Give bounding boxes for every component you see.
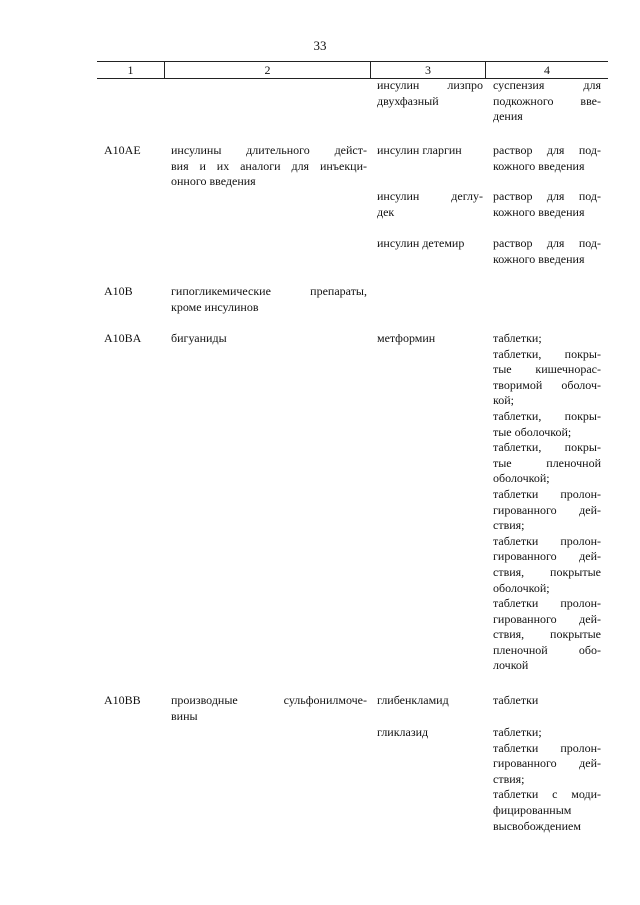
dosage-form-line: ствия; <box>493 518 525 533</box>
anatomical-group-line: вины <box>171 708 198 723</box>
dosage-form-line: ствия, покрытые <box>493 627 601 642</box>
dosage-form-line: раствор для под- <box>493 236 601 250</box>
atc-code: A10B <box>104 284 133 298</box>
anatomical-group-line: кроме инсулинов <box>171 299 259 314</box>
dosage-form-line: таблетки; <box>493 331 542 345</box>
header-col4: 4 <box>544 63 550 77</box>
dosage-form-line: суспензия для <box>493 78 601 92</box>
dosage-form-line: кой; <box>493 393 514 408</box>
dosage-form <box>493 78 601 125</box>
dosage-form-line: лочкой <box>493 658 529 673</box>
dosage-form-line: таблетки пролон- <box>493 486 601 501</box>
anatomical-group-line: вия и их аналоги для инъекци- <box>171 158 367 173</box>
dosage-form-line: таблетки с моди- <box>493 787 601 802</box>
table-header <box>97 61 608 79</box>
header-col1: 1 <box>127 63 134 77</box>
drug-name <box>377 189 483 220</box>
dosage-form-line: оболочкой; <box>493 580 550 595</box>
drug-name-line: инсулин детемир <box>377 236 465 250</box>
dosage-form-line: таблетки пролон- <box>493 596 601 611</box>
dosage-form-line: кожного введения <box>493 251 585 266</box>
dosage-form <box>493 331 601 674</box>
anatomical-group-line: производные сульфонилмоче- <box>171 693 367 707</box>
anatomical-group-line: инсулины длительного дейст- <box>171 143 367 157</box>
dosage-form-line: творимой оболоч- <box>493 377 601 392</box>
dosage-form <box>493 143 601 174</box>
dosage-form <box>493 236 601 267</box>
drug-name-line: инсулин гларгин <box>377 143 462 157</box>
drug-name <box>377 143 483 159</box>
drug-name-line: гликлазид <box>377 725 429 739</box>
dosage-form-line: раствор для под- <box>493 143 601 157</box>
anatomical-group-line: бигуаниды <box>171 331 227 345</box>
dosage-form-line: гированного дей- <box>493 756 601 771</box>
drug-name-line: глибенкламид <box>377 693 449 707</box>
anatomical-group <box>171 693 367 724</box>
dosage-form-line: оболочкой; <box>493 471 550 486</box>
dosage-form-line: таблетки, покры- <box>493 408 601 423</box>
header-col2: 2 <box>264 63 271 77</box>
dosage-form-line: раствор для под- <box>493 189 601 203</box>
anatomical-group <box>171 331 367 347</box>
drug-name <box>377 725 483 741</box>
drug-name-line: инсулин лизпро <box>377 78 483 92</box>
drug-name-line: дек <box>377 204 395 219</box>
atc-code: A10BA <box>104 331 142 345</box>
page-number: 33 <box>313 38 327 53</box>
atc-code: A10BB <box>104 693 141 707</box>
dosage-form-line: тые пленочной <box>493 455 601 470</box>
anatomical-group-line: онного введения <box>171 174 256 189</box>
drug-name <box>377 331 483 347</box>
drug-name-line: двухфазный <box>377 93 439 108</box>
anatomical-group <box>171 143 367 190</box>
dosage-form-line: таблетки; <box>493 725 542 739</box>
drug-name-line: метформин <box>377 331 436 345</box>
dosage-form-line: ствия; <box>493 771 525 786</box>
drug-name-line: инсулин деглу- <box>377 189 483 203</box>
dosage-form-line: тые кишечнорас- <box>493 362 601 377</box>
dosage-form-line: фицированным <box>493 802 572 817</box>
drug-name <box>377 78 483 109</box>
dosage-form-line: таблетки, покры- <box>493 346 601 361</box>
dosage-form-line: кожного введения <box>493 158 585 173</box>
dosage-form-line: таблетки пролон- <box>493 740 601 755</box>
dosage-form-line: таблетки, покры- <box>493 440 601 455</box>
dosage-form-line: тые оболочкой; <box>493 424 572 439</box>
dosage-form-line: подкожного вве- <box>493 93 601 108</box>
dosage-form-line: гированного дей- <box>493 611 601 626</box>
dosage-form <box>493 693 601 709</box>
dosage-form-line: кожного введения <box>493 204 585 219</box>
dosage-form <box>493 189 601 220</box>
dosage-form-line: гированного дей- <box>493 502 601 517</box>
dosage-form <box>493 725 601 834</box>
atc-code: A10AE <box>104 143 141 157</box>
dosage-form-line: гированного дей- <box>493 549 601 564</box>
dosage-form-line: высвобождением <box>493 818 581 833</box>
anatomical-group-line: гипогликемические препараты, <box>171 284 367 298</box>
dosage-form-line: пленочной обо- <box>493 642 601 657</box>
drug-name <box>377 236 483 252</box>
dosage-form-line: таблетки <box>493 693 539 707</box>
dosage-form-line: дения <box>493 109 523 124</box>
dosage-form-line: ствия, покрытые <box>493 564 601 579</box>
anatomical-group <box>171 284 367 315</box>
header-col3: 3 <box>425 63 431 77</box>
drug-name <box>377 693 483 709</box>
dosage-form-line: таблетки пролон- <box>493 533 601 548</box>
